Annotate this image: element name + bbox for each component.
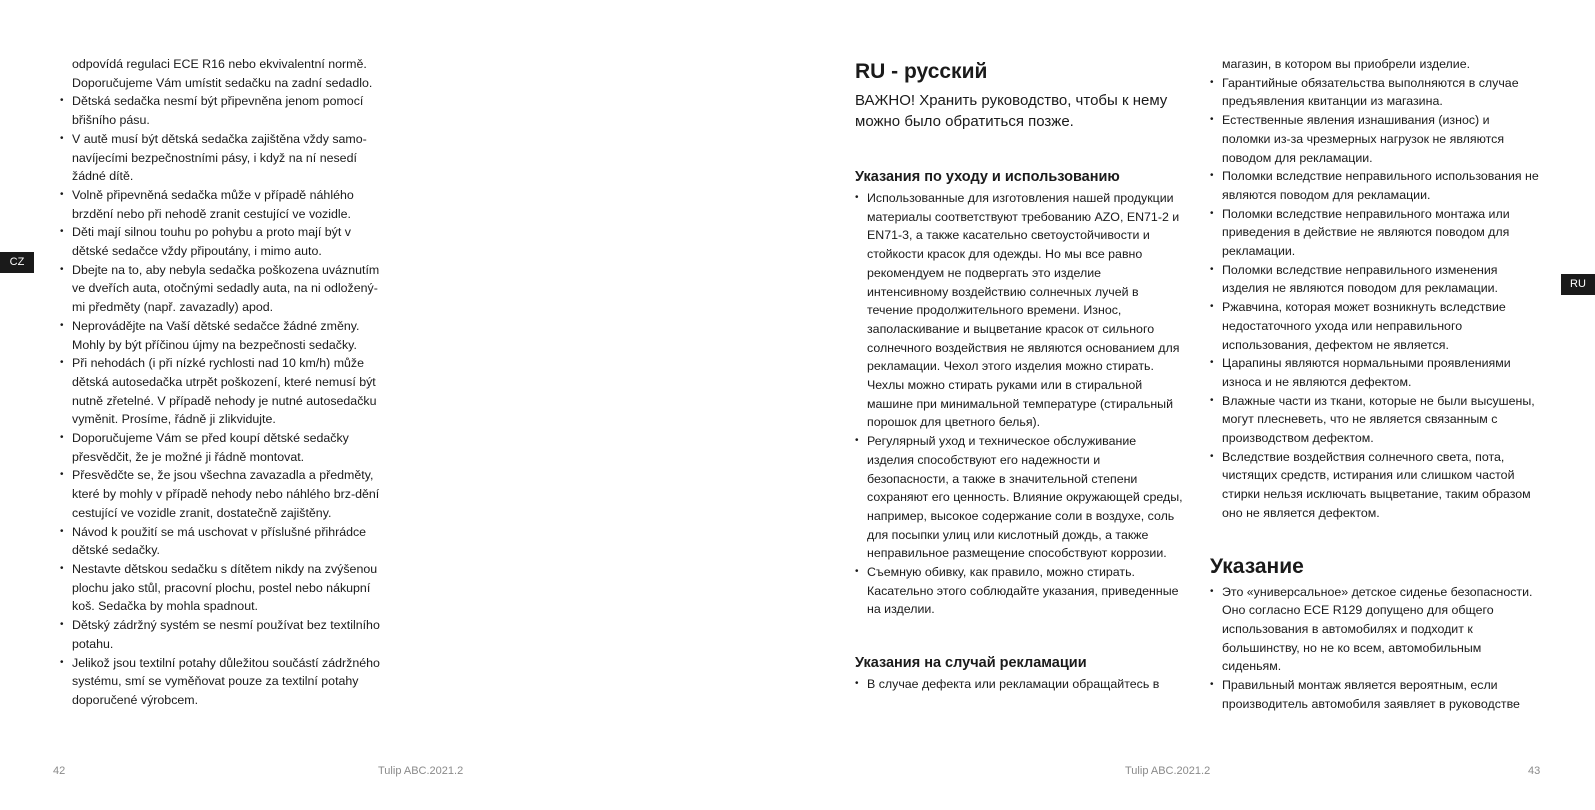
list-item: • Při nehodách (i při nízké rychlosti nad 10 km/h) může dětská autosedačka utrpět poškození, které nemusí být nutně zřetelné. V případě nehody je nutné autosedačku vyměnit. Prosíme, řádně ji zlikvidujte. [60, 354, 390, 429]
list-item: • Регулярный уход и техническое обслуживание изделия способствуют его надежности и безопасности, а также в значительной степени сохраняют его ценность. Влияние окружающей среды, например, высокое содержание соли в воздухе, соль для посыпки улиц или кислотный дождь, а также неправильное размещение способствуют коррозии. [855, 432, 1185, 563]
care-section-title: Указания по уходу и использованию [855, 169, 1120, 185]
list-item: • Использованные для изготовления нашей продукции материалы соответствуют требованию AZO, EN71-2 и EN71-3, а также касательно светоустойчивости и стойкости красок для одежды. Но мы все равно рекомендуем не подвергать это изделие интенсивному воздействию солнечных лучей в течение продолжительного времени. Износ, заполаскивание и выцветание красок от сильного солнечного воздействия не являются основанием для рекламации. Чехол этого изделия можно стирать. Чехлы можно стирать руками или в стиральной машине при минимальной температуре (стиральный порошок для цветного белья). [855, 189, 1185, 432]
list-item: • Volně připevněná sedačka může v případě náhlého brzdění nebo při nehodě zranit cestující ve vozidle. [60, 186, 390, 223]
ru-text-column-1 [855, 58, 1185, 694]
list-item: • Neprovádějte na Vaší dětské sedačce žádné změny. Mohly by být příčinou újmy na bezpečnosti sedačky. [60, 317, 390, 354]
list-item: • Вследствие воздействия солнечного света, пота, чистящих средств, истирания или слишком частой стирки нельзя исключать выцветание, таким образом оно не является дефектом. [1210, 448, 1540, 523]
list-item: • Поломки вследствие неправильного изменения изделия не являются поводом для рекламации. [1210, 261, 1540, 298]
important-note: ВАЖНО! Хранить руководство, чтобы к нему можно было обратиться позже. [855, 92, 1168, 130]
lang-tab-ru: RU [1561, 274, 1595, 295]
footer-title-left: Tulip ABC.2021.2 [378, 765, 464, 777]
warranty-bullet-list [1210, 74, 1540, 523]
list-item: • Nestavte dětskou sedačku s dítětem nikdy na zvýšenou plochu jako stůl, pracovní plochu, postel nebo nákupní koš. Sedačka by mohla spadnout. [60, 560, 390, 616]
list-item: • Dbejte na to, aby nebyla sedačka poškozena uváznutím ve dveřích auta, otočnými sedadly auta, na ni odložený-mi předměty (např. zavazadly) apod. [60, 261, 390, 317]
page-title: RU - русский [855, 60, 988, 83]
complaints-bullet-list [855, 675, 1185, 694]
list-item: • Ржавчина, которая может возникнуть вследствие недостаточного ухода или неправильного использования, дефектом не является. [1210, 298, 1540, 354]
list-item: • Dětský zádržný systém se nesmí používat bez textilního potahu. [60, 616, 390, 653]
list-item: • Dětská sedačka nesmí být připevněna jenom pomocí břišního pásu. [60, 92, 390, 129]
cz-bullet-list [60, 92, 390, 709]
page-number-left: 42 [53, 765, 66, 777]
list-item: • Děti mají silnou touhu po pohybu a proto mají být v dětské sedačce vždy připoutány, i mimo auto. [60, 223, 390, 260]
list-item: • Jelikož jsou textilní potahy důležitou součástí zádržného systému, smí se vyměňovat pouze za textilní potahy doporučené výrobcem. [60, 654, 390, 710]
lang-tab-cz: CZ [0, 252, 34, 273]
list-item: • Это «универсальное» детское сиденье безопасности. Оно согласно ECE R129 допущено для общего использования в автомобилях и подходит к большинству, но не ко всем, автомобильным сиденьям. [1210, 583, 1540, 677]
list-item: • Естественные явления изнашивания (износ) и поломки из-за чрезмерных нагрузок не являются поводом для рекламации. [1210, 111, 1540, 167]
list-item: • Съемную обивку, как правило, можно стирать. Касательно этого соблюдайте указания, приведенные на изделии. [855, 563, 1185, 619]
ru-text-column-2 [1210, 55, 1540, 714]
list-item: • Влажные части из ткани, которые не были высушены, могут плесневеть, что не является связанным с производством дефектом. [1210, 392, 1540, 448]
list-item: • В случае дефекта или рекламации обращайтесь в [855, 675, 1185, 694]
cz-intro-line: odpovídá regulaci ECE R16 nebo ekvivalentní normě. [72, 57, 367, 71]
cz-intro-line: Doporučujeme Vám umístit sedačku na zadní sedadlo. [72, 75, 373, 90]
list-item: • Поломки вследствие неправильного монтажа или приведения в действие не являются поводом для рекламации. [1210, 205, 1540, 261]
cz-text-column [60, 55, 390, 710]
list-item: • Правильный монтаж является вероятным, если производитель автомобиля заявляет в руководстве [1210, 676, 1540, 713]
ru-continued-line: магазин, в котором вы приобрели изделие. [1222, 57, 1471, 71]
list-item: • Doporučujeme Vám se před koupí dětské sedačky přesvědčit, že je možné ji řádně montovat. [60, 429, 390, 466]
list-item: • Гарантийные обязательства выполняются в случае предъявления квитанции из магазина. [1210, 74, 1540, 111]
notice-bullet-list [1210, 583, 1540, 714]
list-item: • Přesvědčte se, že jsou všechna zavazadla a předměty, které by mohly v případě nehody nebo náhlého brz-dění cestující ve vozidle zranit, dostatečně zajištěny. [60, 466, 390, 522]
care-bullet-list [855, 189, 1185, 619]
list-item: • V autě musí být dětská sedačka zajištěna vždy samo-navíjecími bezpečnostními pásy, i když na ní nesedí žádné dítě. [60, 130, 390, 186]
notice-section-title: Указание [1210, 554, 1304, 578]
footer-title-right: Tulip ABC.2021.2 [1125, 765, 1211, 777]
list-item: • Návod k použití se má uschovat v příslušné přihrádce dětské sedačky. [60, 523, 390, 560]
page-number-right: 43 [1528, 765, 1541, 777]
list-item: • Царапины являются нормальными проявлениями износа и не являются дефектом. [1210, 354, 1540, 391]
complaints-section-title: Указания на случай рекламации [855, 655, 1087, 672]
list-item: • Поломки вследствие неправильного использования не являются поводом для рекламации. [1210, 167, 1540, 204]
